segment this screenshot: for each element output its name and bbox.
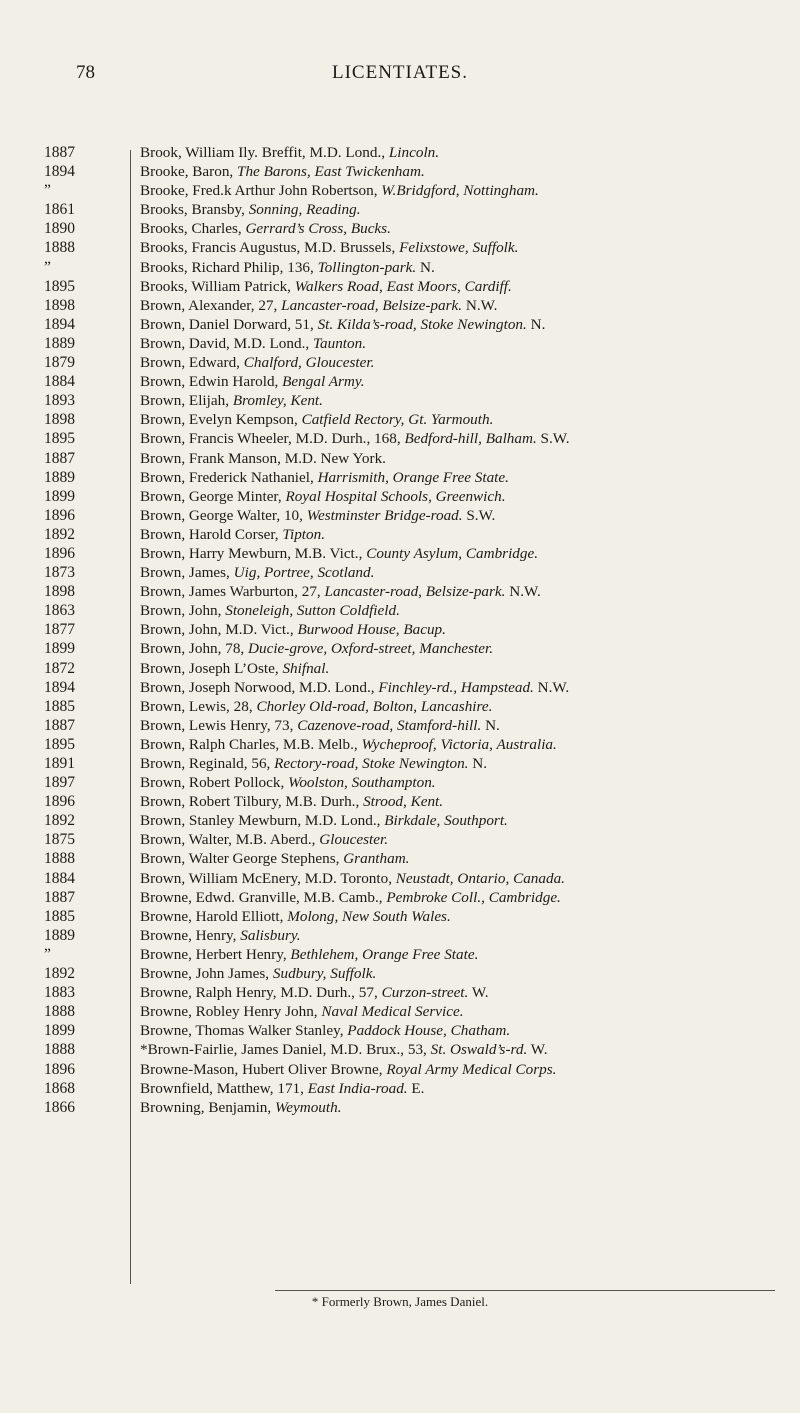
entry-name: Brown, Walter George Stephens,: [140, 850, 340, 868]
list-item: [140, 1098, 785, 1117]
entry-name: Browne, Ralph Henry, M.D. Durh., 57,: [140, 984, 378, 1002]
entry-year: 1888: [44, 850, 75, 868]
entry-address: Tipton.: [278, 525, 326, 543]
entry-year: 1892: [44, 965, 75, 983]
entry-address: Royal Army Medical Corps.: [382, 1060, 557, 1078]
entry-district: W.: [527, 1041, 548, 1059]
list-item: [140, 716, 785, 735]
entry-name: Brown, James,: [140, 564, 230, 582]
list-item: [140, 582, 785, 601]
entry-name: Browne-Mason, Hubert Oliver Browne,: [140, 1060, 383, 1078]
list-item: [140, 315, 785, 334]
list-item: [140, 334, 785, 353]
entry-address: The Barons, East Twickenham.: [233, 163, 425, 181]
entry-name: Browne, Herbert Henry,: [140, 945, 287, 963]
list-item: [140, 983, 785, 1002]
list-item: [140, 544, 785, 563]
entry-year: 1889: [44, 926, 75, 944]
entry-name: Brown, Evelyn Kempson,: [140, 411, 298, 429]
entry-name: Browne, Thomas Walker Stanley,: [140, 1022, 344, 1040]
entry-year: 1893: [44, 392, 75, 410]
entry-name: Browne, Robley Henry John,: [140, 1003, 318, 1021]
entry-year: 1884: [44, 869, 75, 887]
entry-name: Brown, John, 78,: [140, 640, 245, 658]
entry-year: 1879: [44, 354, 75, 372]
list-item: [140, 296, 785, 315]
entry-district: E.: [407, 1079, 425, 1097]
list-item: [140, 907, 785, 926]
list-item: [140, 353, 785, 372]
entry-year: 1894: [44, 163, 75, 181]
list-item: [140, 162, 785, 181]
entry-address: Cazenove-road, Stamford-hill.: [293, 716, 482, 734]
entry-name: Brooks, Francis Augustus, M.D. Brussels,: [140, 239, 396, 257]
entry-year: 1887: [44, 449, 75, 467]
entry-address: Naval Medical Service.: [317, 1003, 464, 1021]
list-item: [140, 849, 785, 868]
entry-year: 1895: [44, 735, 75, 753]
list-item: [140, 1021, 785, 1040]
entry-name: Brown, Lewis, 28,: [140, 697, 253, 715]
entry-name: Brown, Joseph Norwood, M.D. Lond.,: [140, 678, 375, 696]
entry-name: Brown, Edward,: [140, 354, 240, 372]
list-item: [140, 200, 785, 219]
entry-name: Brooks, Bransby,: [140, 201, 245, 219]
running-head: LICENTIATES.: [331, 62, 468, 83]
list-item: [140, 697, 785, 716]
entry-address: Royal Hospital Schools, Greenwich.: [281, 487, 506, 505]
entry-address: County Asylum, Cambridge.: [362, 544, 539, 562]
list-item: [140, 620, 785, 639]
column-rule: [130, 150, 131, 1284]
list-item: [140, 429, 785, 448]
entry-year: 1899: [44, 640, 75, 658]
list-item: [140, 372, 785, 391]
entry-district: N.: [526, 315, 546, 333]
entry-district: N.: [481, 716, 500, 734]
entry-year: 1863: [44, 602, 75, 620]
entry-district: N.: [416, 258, 435, 276]
footnote-rule: [275, 1290, 775, 1291]
entry-year: 1896: [44, 544, 75, 562]
entry-name: Brook, William Ily. Breffit, M.D. Lond.,: [140, 144, 386, 161]
entry-address: Woolston, Southampton.: [284, 774, 436, 792]
entry-district: N.W.: [533, 678, 570, 696]
entry-name: Browning, Benjamin,: [140, 1098, 272, 1116]
entry-district: S.W.: [536, 430, 570, 448]
entry-address: Strood, Kent.: [359, 793, 444, 811]
entry-year: ”: [44, 182, 51, 200]
entry-address: Lancaster-road, Belsize-park.: [320, 583, 506, 601]
list-item: [140, 1060, 785, 1079]
entry-address: Bengal Army.: [278, 373, 365, 391]
entry-year: 1892: [44, 525, 75, 543]
entry-address: Bromley, Kent.: [229, 392, 323, 410]
entry-name: Brown, Francis Wheeler, M.D. Durh., 168,: [140, 430, 401, 448]
entry-address: Weymouth.: [271, 1098, 342, 1116]
entry-year: 1883: [44, 984, 75, 1002]
entry-year: 1884: [44, 373, 75, 391]
entry-name: Brown, Harry Mewburn, M.B. Vict.,: [140, 544, 363, 562]
entry-year: 1890: [44, 220, 75, 238]
entry-year: 1888: [44, 1003, 75, 1021]
entry-name: Browne, Henry,: [140, 926, 237, 944]
list-item: [140, 1002, 785, 1021]
entry-district: W.: [468, 984, 489, 1002]
list-item: [140, 601, 785, 620]
entry-name: Brown, Robert Tilbury, M.B. Durh.,: [140, 793, 360, 811]
footnote: * Formerly Brown, James Daniel.: [311, 1294, 489, 1309]
entry-address: Pembroke Coll., Cambridge.: [382, 888, 561, 906]
entry-name: Brown, Ralph Charles, M.B. Melb.,: [140, 735, 358, 753]
entry-year: 1875: [44, 831, 75, 849]
page-number: 78: [76, 62, 95, 83]
entry-year: 1889: [44, 468, 75, 486]
entry-district: S.W.: [462, 506, 496, 524]
entry-address: Gloucester.: [315, 831, 389, 849]
entry-address: Westminster Bridge-road.: [302, 506, 463, 524]
year-column: [44, 143, 124, 1117]
entry-name: Brown, Harold Corser,: [140, 525, 279, 543]
list-item: [140, 258, 785, 277]
entry-name: Brown, William McEnery, M.D. Toronto,: [140, 869, 392, 887]
entry-name: Brown, Walter, M.B. Aberd.,: [140, 831, 316, 849]
entry-address: Chalford, Gloucester.: [239, 354, 375, 372]
entry-address: Burwood House, Bacup.: [293, 621, 446, 639]
entry-name: Brown, Reginald, 56,: [140, 755, 271, 772]
entry-address: Shifnal.: [278, 659, 330, 677]
entry-address: St. Kilda’s-road, Stoke Newington.: [313, 315, 527, 333]
page-header: [0, 62, 800, 86]
entry-address: Grantham.: [339, 850, 410, 868]
list-item: [140, 449, 785, 468]
entry-address: W.Bridgford, Nottingham.: [377, 182, 539, 200]
entry-name: Brown, Frederick Nathaniel,: [140, 468, 314, 486]
entry-name: Brown, Elijah,: [140, 392, 230, 410]
entry-address: Ducie-grove, Oxford-street, Manchester.: [244, 640, 494, 658]
entry-year: 1877: [44, 621, 75, 639]
entry-year: 1887: [44, 144, 75, 161]
list-item: [140, 1040, 785, 1059]
entry-year: 1868: [44, 1079, 75, 1097]
entry-name: Brown, John, M.D. Vict.,: [140, 621, 294, 639]
entry-year: 1898: [44, 296, 75, 314]
entry-name: Brown, Alexander, 27,: [140, 296, 278, 314]
entry-name: Brooks, William Patrick,: [140, 277, 291, 295]
entry-year: 1894: [44, 678, 75, 696]
entry-name: Brown, George Walter, 10,: [140, 506, 303, 524]
entry-address: Lancaster-road, Belsize-park.: [277, 296, 463, 314]
entry-district: N.: [468, 755, 488, 772]
entry-name: Brooke, Baron,: [140, 163, 234, 181]
entry-year: 1872: [44, 659, 75, 677]
entry-year: 1898: [44, 411, 75, 429]
entry-year: 1897: [44, 774, 75, 792]
entry-address: Harrismith, Orange Free State.: [313, 468, 509, 486]
list-item: [140, 792, 785, 811]
entry-name: Brown, Frank Manson, M.D. New York.: [140, 449, 386, 467]
entry-address: Salisbury.: [236, 926, 301, 944]
entry-year: 1861: [44, 201, 75, 219]
entry-year: 1894: [44, 315, 75, 333]
list-item: [140, 525, 785, 544]
entry-year: 1896: [44, 506, 75, 524]
entry-name: Brown, John,: [140, 602, 222, 620]
entry-year: 1888: [44, 239, 75, 257]
entry-address: Wycheproof, Victoria, Australia.: [357, 735, 557, 753]
entry-address: Sonning, Reading.: [244, 201, 361, 219]
entry-address: Molong, New South Wales.: [283, 907, 451, 925]
entry-year: 1895: [44, 277, 75, 295]
entry-name: Brooks, Charles,: [140, 220, 242, 238]
entry-address: Rectory-road, Stoke Newington.: [270, 755, 469, 772]
entry-name: Brown, Edwin Harold,: [140, 373, 279, 391]
list-item: [140, 811, 785, 830]
entry-address: Felixstowe, Suffolk.: [395, 239, 519, 257]
entry-name: Browne, Edwd. Granville, M.B. Camb.,: [140, 888, 383, 906]
list-item: [140, 659, 785, 678]
entry-address: Sudbury, Suffolk.: [269, 965, 377, 983]
entry-year: 1885: [44, 697, 75, 715]
list-item: [140, 639, 785, 658]
entry-year: 1887: [44, 716, 75, 734]
list-item: [140, 773, 785, 792]
entry-year: 1898: [44, 583, 75, 601]
list-item: [140, 830, 785, 849]
entries-column: [140, 143, 785, 1117]
entry-name: Brown, Daniel Dorward, 51,: [140, 315, 314, 333]
entry-address: Gerrard’s Cross, Bucks.: [241, 220, 391, 238]
entry-year: 1896: [44, 793, 75, 811]
entry-address: Uig, Portree, Scotland.: [229, 564, 375, 582]
entry-name: Brown, Lewis Henry, 73,: [140, 716, 294, 734]
entry-year: 1889: [44, 334, 75, 352]
list-item: [140, 277, 785, 296]
list-item: [140, 238, 785, 257]
entry-name: Brown, Joseph L’Oste,: [140, 659, 279, 677]
entry-name: Brown, James Warburton, 27,: [140, 583, 321, 601]
entry-district: N.W.: [462, 296, 498, 314]
list-item: [140, 410, 785, 429]
entry-name: Browne, Harold Elliott,: [140, 907, 284, 925]
entry-name: Brownfield, Matthew, 171,: [140, 1079, 304, 1097]
entry-address: Birkdale, Southport.: [380, 812, 508, 830]
entry-year: 1885: [44, 907, 75, 925]
list-item: [140, 391, 785, 410]
entry-address: East India-road.: [303, 1079, 408, 1097]
entry-address: Finchley-rd., Hampstead.: [374, 678, 534, 696]
list-item: [140, 945, 785, 964]
entry-address: Bethlehem, Orange Free State.: [286, 945, 479, 963]
entry-name: Brown, Stanley Mewburn, M.D. Lond.,: [140, 812, 381, 830]
entry-address: Walkers Road, East Moors, Cardiff.: [290, 277, 512, 295]
entry-year: 1888: [44, 1041, 75, 1059]
entry-name: *Brown-Fairlie, James Daniel, M.D. Brux., 53,: [140, 1041, 427, 1059]
entry-address: Paddock House, Chatham.: [343, 1022, 511, 1040]
entry-year: 1895: [44, 430, 75, 448]
entry-name: Brooke, Fred.k Arthur John Robertson,: [140, 182, 378, 200]
list-item: [140, 678, 785, 697]
entry-year: 1896: [44, 1060, 75, 1078]
list-item: [140, 888, 785, 907]
list-item: [140, 754, 785, 773]
list-item: [140, 487, 785, 506]
entry-year: 1892: [44, 812, 75, 830]
entry-name: Brown, Robert Pollock,: [140, 774, 285, 792]
entry-address: St. Oswald’s-rd.: [426, 1041, 528, 1059]
entry-address: Curzon-street.: [377, 984, 469, 1002]
entry-address: Neustadt, Ontario, Canada.: [392, 869, 565, 887]
list-item: [140, 143, 785, 162]
list-item: [140, 506, 785, 525]
list-item: [140, 1079, 785, 1098]
list-item: [140, 219, 785, 238]
entry-year: 1866: [44, 1098, 75, 1116]
entry-name: Brooks, Richard Philip, 136,: [140, 258, 314, 276]
list-item: [140, 926, 785, 945]
entry-address: Catfield Rectory, Gt. Yarmouth.: [297, 411, 494, 429]
entry-name: Brown, George Minter,: [140, 487, 282, 505]
entry-year: ”: [44, 945, 51, 963]
entry-address: Tollington-park.: [313, 258, 417, 276]
entry-address: Stoneleigh, Sutton Coldfield.: [221, 602, 400, 620]
entry-year: ”: [44, 258, 51, 276]
entry-address: Taunton.: [309, 334, 367, 352]
list-item: [140, 964, 785, 983]
entry-name: Browne, John James,: [140, 965, 270, 983]
entry-year: 1887: [44, 888, 75, 906]
entry-year: 1899: [44, 487, 75, 505]
entry-year: 1873: [44, 564, 75, 582]
list-item: [140, 869, 785, 888]
entry-district: N.W.: [505, 583, 541, 601]
entry-address: Bedford-hill, Balham.: [400, 430, 537, 448]
entry-year: 1899: [44, 1022, 75, 1040]
entry-address: Lincoln.: [385, 144, 440, 161]
entry-address: Chorley Old-road, Bolton, Lancashire.: [252, 697, 493, 715]
list-item: [140, 181, 785, 200]
entry-name: Brown, David, M.D. Lond.,: [140, 334, 310, 352]
list-item: [140, 563, 785, 582]
list-item: [140, 735, 785, 754]
list-item: [140, 468, 785, 487]
entry-year: 1891: [44, 755, 75, 772]
